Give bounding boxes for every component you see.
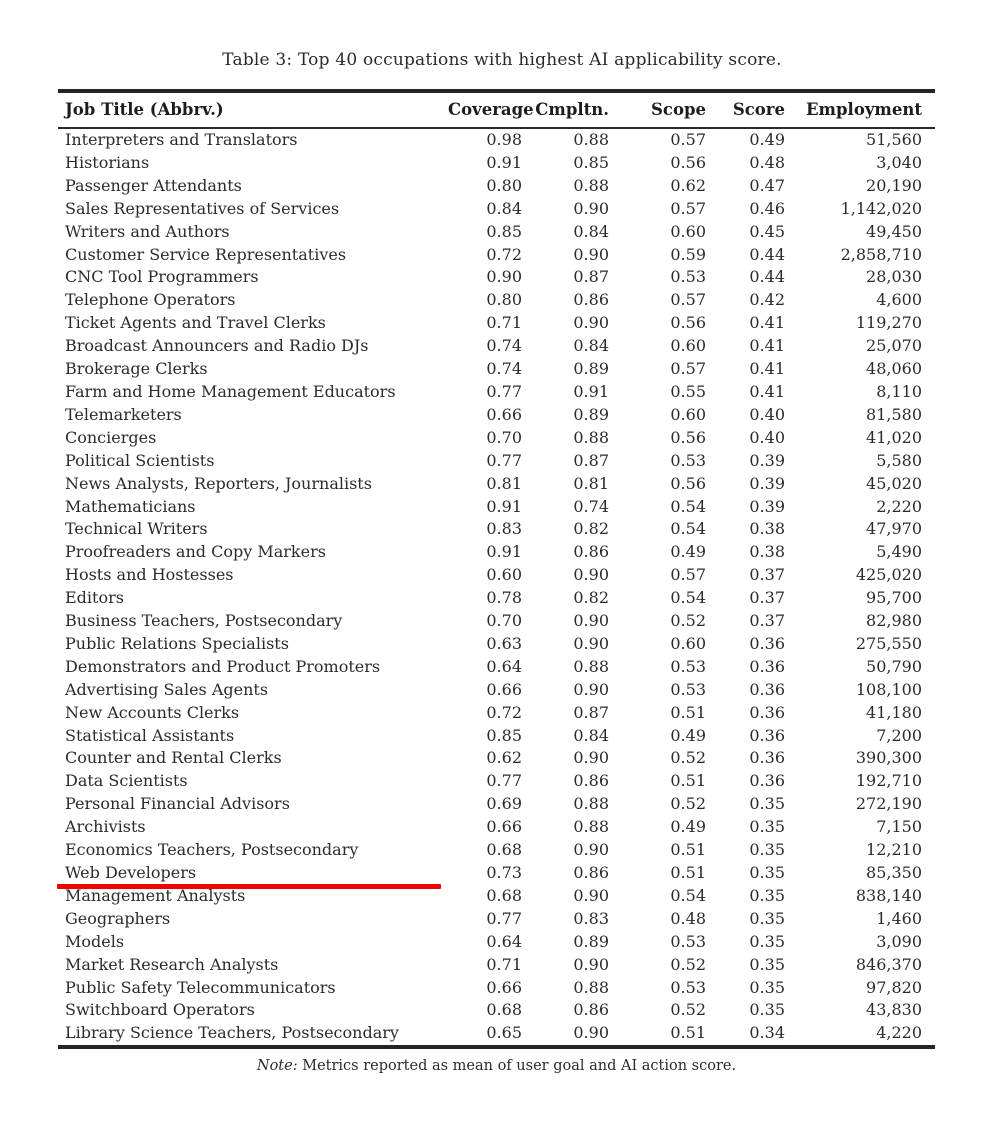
metric-cell-scope: 0.52 [670, 748, 706, 768]
metric-cell-coverage: 0.66 [486, 404, 522, 424]
table-row [58, 908, 935, 931]
metric-cell-cmpltn: 0.87 [573, 702, 609, 722]
metric-cell-coverage: 0.60 [486, 565, 522, 585]
table-row [58, 198, 935, 221]
metric-cell-coverage: 0.85 [486, 725, 522, 745]
metric-cell-score: 0.49 [749, 130, 785, 149]
metric-cell-cmpltn: 0.88 [573, 817, 609, 837]
metric-cell-employment: 275,550 [855, 633, 922, 653]
column-header-cmpltn: Cmpltn. [522, 91, 609, 128]
table-row [58, 221, 935, 244]
metric-cell-coverage: 0.64 [486, 656, 522, 676]
job-title-cell: News Analysts, Reporters, Journalists [65, 473, 372, 493]
metric-cell-scope: 0.60 [670, 221, 706, 241]
metric-cell-coverage: 0.62 [486, 748, 522, 768]
job-title-cell: Ticket Agents and Travel Clerks [65, 313, 326, 333]
metric-cell-scope: 0.56 [670, 427, 706, 447]
metric-cell-coverage: 0.74 [486, 359, 522, 379]
metric-cell-score: 0.40 [749, 427, 785, 447]
table-row [58, 312, 935, 335]
table-row [58, 266, 935, 289]
job-title-cell: Statistical Assistants [65, 725, 235, 745]
metric-cell-cmpltn: 0.84 [573, 336, 609, 356]
metric-cell-coverage: 0.73 [486, 863, 522, 882]
metric-cell-cmpltn: 0.90 [573, 611, 609, 631]
occupations-table [58, 89, 935, 1049]
job-title-cell: Business Teachers, Postsecondary [65, 611, 343, 631]
table-row [58, 335, 935, 358]
job-title-cell: Political Scientists [65, 450, 215, 470]
metric-cell-coverage: 0.74 [486, 336, 522, 356]
metric-cell-scope: 0.52 [670, 1000, 706, 1020]
metric-cell-cmpltn: 0.86 [573, 863, 609, 882]
table-row [58, 931, 935, 954]
job-title-cell: Mathematicians [65, 496, 196, 516]
metric-cell-employment: 119,270 [855, 313, 922, 333]
table-row [58, 152, 935, 175]
metric-cell-coverage: 0.90 [486, 267, 522, 287]
metric-cell-employment: 45,020 [866, 473, 922, 493]
metric-cell-scope: 0.49 [670, 542, 706, 562]
metric-cell-cmpltn: 0.88 [573, 656, 609, 676]
metric-cell-cmpltn: 0.88 [573, 977, 609, 997]
table-row [58, 496, 935, 519]
job-title-cell: Technical Writers [65, 519, 208, 539]
metric-cell-employment: 4,600 [876, 290, 922, 310]
job-title-cell: Concierges [65, 427, 157, 447]
metric-cell-score: 0.45 [749, 221, 785, 241]
metric-cell-score: 0.35 [749, 954, 785, 974]
table-row [58, 954, 935, 977]
metric-cell-cmpltn: 0.90 [573, 313, 609, 333]
metric-cell-score: 0.36 [749, 656, 785, 676]
metric-cell-employment: 390,300 [855, 748, 922, 768]
metric-cell-coverage: 0.80 [486, 175, 522, 195]
metric-cell-scope: 0.57 [670, 565, 706, 585]
metric-cell-cmpltn: 0.90 [573, 748, 609, 768]
metric-cell-scope: 0.56 [670, 313, 706, 333]
metric-cell-score: 0.41 [749, 313, 785, 333]
metric-cell-coverage: 0.64 [486, 931, 522, 951]
metric-cell-cmpltn: 0.90 [573, 885, 609, 905]
job-title-cell: Archivists [65, 817, 146, 837]
table-row [58, 564, 935, 587]
metric-cell-cmpltn: 0.89 [573, 404, 609, 424]
job-title-cell: Telemarketers [65, 404, 182, 424]
table-row [58, 450, 935, 473]
metric-cell-scope: 0.51 [670, 771, 706, 791]
metric-cell-cmpltn: 0.88 [573, 130, 609, 149]
metric-cell-employment: 20,190 [866, 175, 922, 195]
metric-cell-employment: 48,060 [866, 359, 922, 379]
metric-cell-coverage: 0.66 [486, 977, 522, 997]
job-title-cell: Broadcast Announcers and Radio DJs [65, 336, 369, 356]
metric-cell-coverage: 0.91 [486, 542, 522, 562]
job-title-cell: Switchboard Operators [65, 1000, 255, 1020]
table-caption: Table 3: Top 40 occupations with highest AI applicability score. [222, 50, 782, 70]
metric-cell-coverage: 0.77 [486, 450, 522, 470]
column-header-score: Score [706, 91, 785, 128]
metric-cell-scope: 0.51 [670, 702, 706, 722]
table-row [58, 473, 935, 496]
metric-cell-coverage: 0.71 [486, 954, 522, 974]
table-row [58, 999, 935, 1022]
metric-cell-score: 0.35 [749, 885, 785, 905]
metric-cell-employment: 5,490 [876, 542, 922, 562]
metric-cell-scope: 0.60 [670, 404, 706, 424]
metric-cell-employment: 7,200 [876, 725, 922, 745]
metric-cell-score: 0.36 [749, 725, 785, 745]
metric-cell-score: 0.46 [749, 198, 785, 218]
metric-cell-employment: 28,030 [866, 267, 922, 287]
metric-cell-cmpltn: 0.89 [573, 359, 609, 379]
metric-cell-cmpltn: 0.91 [573, 381, 609, 401]
table-row [58, 725, 935, 748]
metric-cell-employment: 425,020 [855, 565, 922, 585]
metric-cell-score: 0.38 [749, 519, 785, 539]
metric-cell-cmpltn: 0.82 [573, 588, 609, 608]
metric-cell-cmpltn: 0.84 [573, 725, 609, 745]
job-title-cell: Library Science Teachers, Postsecondary [65, 1023, 399, 1043]
table-row [58, 885, 935, 908]
metric-cell-cmpltn: 0.86 [573, 542, 609, 562]
metric-cell-coverage: 0.81 [486, 473, 522, 493]
column-header-coverage: Coverage [448, 91, 522, 128]
table-row [58, 358, 935, 381]
metric-cell-score: 0.37 [749, 588, 785, 608]
metric-cell-cmpltn: 0.86 [573, 290, 609, 310]
job-title-cell: Customer Service Representatives [65, 244, 347, 264]
metric-cell-score: 0.35 [749, 931, 785, 951]
metric-cell-coverage: 0.72 [486, 244, 522, 264]
metric-cell-scope: 0.49 [670, 817, 706, 837]
metric-cell-cmpltn: 0.86 [573, 1000, 609, 1020]
job-title-cell: Web Developers [58, 862, 448, 885]
metric-cell-score: 0.36 [749, 633, 785, 653]
table-row [58, 770, 935, 793]
metric-cell-score: 0.39 [749, 473, 785, 493]
metric-cell-employment: 3,090 [876, 931, 922, 951]
column-header-employment: Employment [785, 91, 935, 128]
metric-cell-employment: 272,190 [855, 794, 922, 814]
metric-cell-score: 0.35 [749, 794, 785, 814]
metric-cell-scope: 0.54 [670, 519, 706, 539]
metric-cell-score: 0.48 [749, 152, 785, 172]
job-title-cell: Brokerage Clerks [65, 359, 208, 379]
job-title-cell: Market Research Analysts [65, 954, 279, 974]
job-title-cell: Counter and Rental Clerks [65, 748, 282, 768]
job-title-cell: Sales Representatives of Services [65, 198, 340, 218]
metric-cell-score: 0.41 [749, 336, 785, 356]
metric-cell-scope: 0.49 [670, 725, 706, 745]
metric-cell-score: 0.37 [749, 565, 785, 585]
metric-cell-cmpltn: 0.89 [573, 931, 609, 951]
metric-cell-score: 0.37 [749, 611, 785, 631]
metric-cell-cmpltn: 0.90 [573, 1023, 609, 1043]
metric-cell-employment: 43,830 [866, 1000, 922, 1020]
metric-cell-coverage: 0.91 [486, 496, 522, 516]
metric-cell-score: 0.35 [749, 817, 785, 837]
metric-cell-coverage: 0.66 [486, 817, 522, 837]
metric-cell-scope: 0.53 [670, 977, 706, 997]
metric-cell-coverage: 0.63 [486, 633, 522, 653]
metric-cell-cmpltn: 0.88 [573, 175, 609, 195]
metric-cell-employment: 81,580 [866, 404, 922, 424]
job-title-cell: Models [65, 931, 125, 951]
job-title-cell: Telephone Operators [65, 290, 236, 310]
metric-cell-scope: 0.52 [670, 954, 706, 974]
job-title-cell: Management Analysts [65, 885, 246, 905]
metric-cell-scope: 0.53 [670, 679, 706, 699]
metric-cell-employment: 7,150 [876, 817, 922, 837]
metric-cell-coverage: 0.85 [486, 221, 522, 241]
metric-cell-cmpltn: 0.88 [573, 794, 609, 814]
metric-cell-employment: 838,140 [855, 885, 922, 905]
metric-cell-employment: 85,350 [866, 863, 922, 882]
metric-cell-coverage: 0.70 [486, 611, 522, 631]
metric-cell-employment: 5,580 [876, 450, 922, 470]
metric-cell-score: 0.39 [749, 450, 785, 470]
table-row [58, 1022, 935, 1047]
metric-cell-score: 0.35 [749, 840, 785, 860]
metric-cell-scope: 0.53 [670, 656, 706, 676]
job-title-cell: Historians [65, 152, 150, 172]
metric-cell-coverage: 0.84 [486, 198, 522, 218]
metric-cell-coverage: 0.72 [486, 702, 522, 722]
metric-cell-score: 0.35 [749, 863, 785, 882]
metric-cell-employment: 4,220 [876, 1023, 922, 1043]
table-row [58, 175, 935, 198]
metric-cell-coverage: 0.77 [486, 381, 522, 401]
metric-cell-cmpltn: 0.82 [573, 519, 609, 539]
table-row [58, 656, 935, 679]
metric-cell-scope: 0.51 [670, 1023, 706, 1043]
metric-cell-employment: 192,710 [855, 771, 922, 791]
metric-cell-coverage: 0.70 [486, 427, 522, 447]
metric-cell-scope: 0.48 [670, 908, 706, 928]
metric-cell-score: 0.35 [749, 1000, 785, 1020]
metric-cell-score: 0.44 [749, 267, 785, 287]
job-title-cell: Data Scientists [65, 771, 188, 791]
metric-cell-scope: 0.57 [670, 359, 706, 379]
metric-cell-employment: 1,460 [876, 908, 922, 928]
metric-cell-coverage: 0.69 [486, 794, 522, 814]
metric-cell-scope: 0.53 [670, 267, 706, 287]
metric-cell-score: 0.36 [749, 748, 785, 768]
metric-cell-coverage: 0.65 [486, 1023, 522, 1043]
metric-cell-employment: 846,370 [855, 954, 922, 974]
table-header-row [58, 91, 935, 128]
job-title-cell: New Accounts Clerks [65, 702, 240, 722]
metric-cell-scope: 0.51 [670, 840, 706, 860]
metric-cell-scope: 0.52 [670, 794, 706, 814]
metric-cell-score: 0.34 [749, 1023, 785, 1043]
table-row [58, 679, 935, 702]
metric-cell-scope: 0.62 [670, 175, 706, 195]
job-title-cell: Proofreaders and Copy Markers [65, 542, 326, 562]
metric-cell-scope: 0.57 [670, 290, 706, 310]
metric-cell-score: 0.40 [749, 404, 785, 424]
job-title-cell: Passenger Attendants [65, 175, 242, 195]
table-row [58, 839, 935, 862]
metric-cell-coverage: 0.66 [486, 679, 522, 699]
table-row [58, 518, 935, 541]
metric-cell-coverage: 0.91 [486, 152, 522, 172]
metric-cell-cmpltn: 0.74 [573, 496, 609, 516]
table-row [58, 977, 935, 1000]
job-title-cell: Editors [65, 588, 124, 608]
metric-cell-coverage: 0.68 [486, 840, 522, 860]
job-title-cell: Geographers [65, 908, 171, 928]
metric-cell-scope: 0.54 [670, 588, 706, 608]
table-row [58, 404, 935, 427]
metric-cell-employment: 95,700 [866, 588, 922, 608]
metric-cell-employment: 2,858,710 [840, 244, 922, 264]
metric-cell-scope: 0.51 [670, 863, 706, 882]
column-header-scope: Scope [609, 91, 706, 128]
note-text: Metrics reported as mean of user goal and AI action score. [297, 1058, 737, 1074]
metric-cell-score: 0.36 [749, 771, 785, 791]
metric-cell-score: 0.39 [749, 496, 785, 516]
metric-cell-employment: 51,560 [866, 130, 922, 149]
metric-cell-employment: 8,110 [876, 381, 922, 401]
metric-cell-coverage: 0.98 [486, 130, 522, 149]
table-row [58, 128, 935, 152]
table-row [58, 381, 935, 404]
job-title-cell: Demonstrators and Product Promoters [65, 656, 381, 676]
metric-cell-scope: 0.54 [670, 885, 706, 905]
metric-cell-score: 0.36 [749, 679, 785, 699]
metric-cell-cmpltn: 0.88 [573, 427, 609, 447]
metric-cell-scope: 0.53 [670, 931, 706, 951]
job-title-cell: Interpreters and Translators [65, 130, 298, 149]
job-title-cell: Economics Teachers, Postsecondary [65, 840, 359, 860]
metric-cell-score: 0.36 [749, 702, 785, 722]
metric-cell-coverage: 0.68 [486, 885, 522, 905]
metric-cell-scope: 0.59 [670, 244, 706, 264]
table-row [58, 541, 935, 564]
job-title-cell: Advertising Sales Agents [65, 679, 269, 699]
metric-cell-employment: 12,210 [866, 840, 922, 860]
metric-cell-cmpltn: 0.81 [573, 473, 609, 493]
metric-cell-score: 0.47 [749, 175, 785, 195]
metric-cell-scope: 0.55 [670, 381, 706, 401]
metric-cell-cmpltn: 0.87 [573, 267, 609, 287]
metric-cell-cmpltn: 0.90 [573, 565, 609, 585]
job-title-cell: Hosts and Hostesses [65, 565, 234, 585]
metric-cell-scope: 0.53 [670, 450, 706, 470]
metric-cell-scope: 0.56 [670, 152, 706, 172]
metric-cell-employment: 2,220 [876, 496, 922, 516]
table-row [58, 633, 935, 656]
metric-cell-score: 0.42 [749, 290, 785, 310]
metric-cell-score: 0.35 [749, 908, 785, 928]
metric-cell-coverage: 0.83 [486, 519, 522, 539]
metric-cell-cmpltn: 0.85 [573, 152, 609, 172]
metric-cell-coverage: 0.78 [486, 588, 522, 608]
metric-cell-employment: 41,180 [866, 702, 922, 722]
metric-cell-score: 0.44 [749, 244, 785, 264]
metric-cell-employment: 108,100 [855, 679, 922, 699]
table-row [58, 793, 935, 816]
metric-cell-coverage: 0.68 [486, 1000, 522, 1020]
table-row [58, 587, 935, 610]
column-header-job-title-abbrv: Job Title (Abbrv.) [58, 91, 448, 128]
metric-cell-scope: 0.60 [670, 633, 706, 653]
metric-cell-employment: 25,070 [866, 336, 922, 356]
metric-cell-scope: 0.57 [670, 198, 706, 218]
job-title-cell: Writers and Authors [65, 221, 230, 241]
note-label: Note: [256, 1058, 298, 1074]
metric-cell-scope: 0.60 [670, 336, 706, 356]
metric-cell-employment: 1,142,020 [840, 198, 922, 218]
metric-cell-coverage: 0.80 [486, 290, 522, 310]
table-row [58, 289, 935, 312]
metric-cell-cmpltn: 0.90 [573, 198, 609, 218]
metric-cell-coverage: 0.77 [486, 771, 522, 791]
table-row [58, 702, 935, 725]
table-note [58, 1058, 935, 1074]
metric-cell-cmpltn: 0.90 [573, 954, 609, 974]
metric-cell-cmpltn: 0.84 [573, 221, 609, 241]
table-row [58, 747, 935, 770]
metric-cell-score: 0.41 [749, 381, 785, 401]
metric-cell-scope: 0.54 [670, 496, 706, 516]
metric-cell-employment: 50,790 [866, 656, 922, 676]
metric-cell-score: 0.35 [749, 977, 785, 997]
metric-cell-coverage: 0.77 [486, 908, 522, 928]
metric-cell-scope: 0.57 [670, 130, 706, 149]
metric-cell-scope: 0.56 [670, 473, 706, 493]
metric-cell-score: 0.41 [749, 359, 785, 379]
metric-cell-cmpltn: 0.90 [573, 679, 609, 699]
metric-cell-coverage: 0.71 [486, 313, 522, 333]
metric-cell-scope: 0.52 [670, 611, 706, 631]
metric-cell-cmpltn: 0.90 [573, 633, 609, 653]
job-title-cell: Farm and Home Management Educators [65, 381, 396, 401]
metric-cell-cmpltn: 0.87 [573, 450, 609, 470]
metric-cell-employment: 41,020 [866, 427, 922, 447]
metric-cell-cmpltn: 0.90 [573, 840, 609, 860]
table-row [58, 610, 935, 633]
metric-cell-employment: 82,980 [866, 611, 922, 631]
metric-cell-employment: 47,970 [866, 519, 922, 539]
metric-cell-cmpltn: 0.86 [573, 771, 609, 791]
job-title-cell: Public Relations Specialists [65, 633, 289, 653]
metric-cell-cmpltn: 0.83 [573, 908, 609, 928]
job-title-cell: Public Safety Telecommunicators [65, 977, 336, 997]
metric-cell-score: 0.38 [749, 542, 785, 562]
table-row [58, 862, 935, 885]
table-row [58, 816, 935, 839]
metric-cell-employment: 3,040 [876, 152, 922, 172]
table-row [58, 244, 935, 267]
metric-cell-cmpltn: 0.90 [573, 244, 609, 264]
job-title-cell: Personal Financial Advisors [65, 794, 290, 814]
table-row [58, 427, 935, 450]
metric-cell-employment: 97,820 [866, 977, 922, 997]
job-title-cell: CNC Tool Programmers [65, 267, 259, 287]
metric-cell-employment: 49,450 [866, 221, 922, 241]
